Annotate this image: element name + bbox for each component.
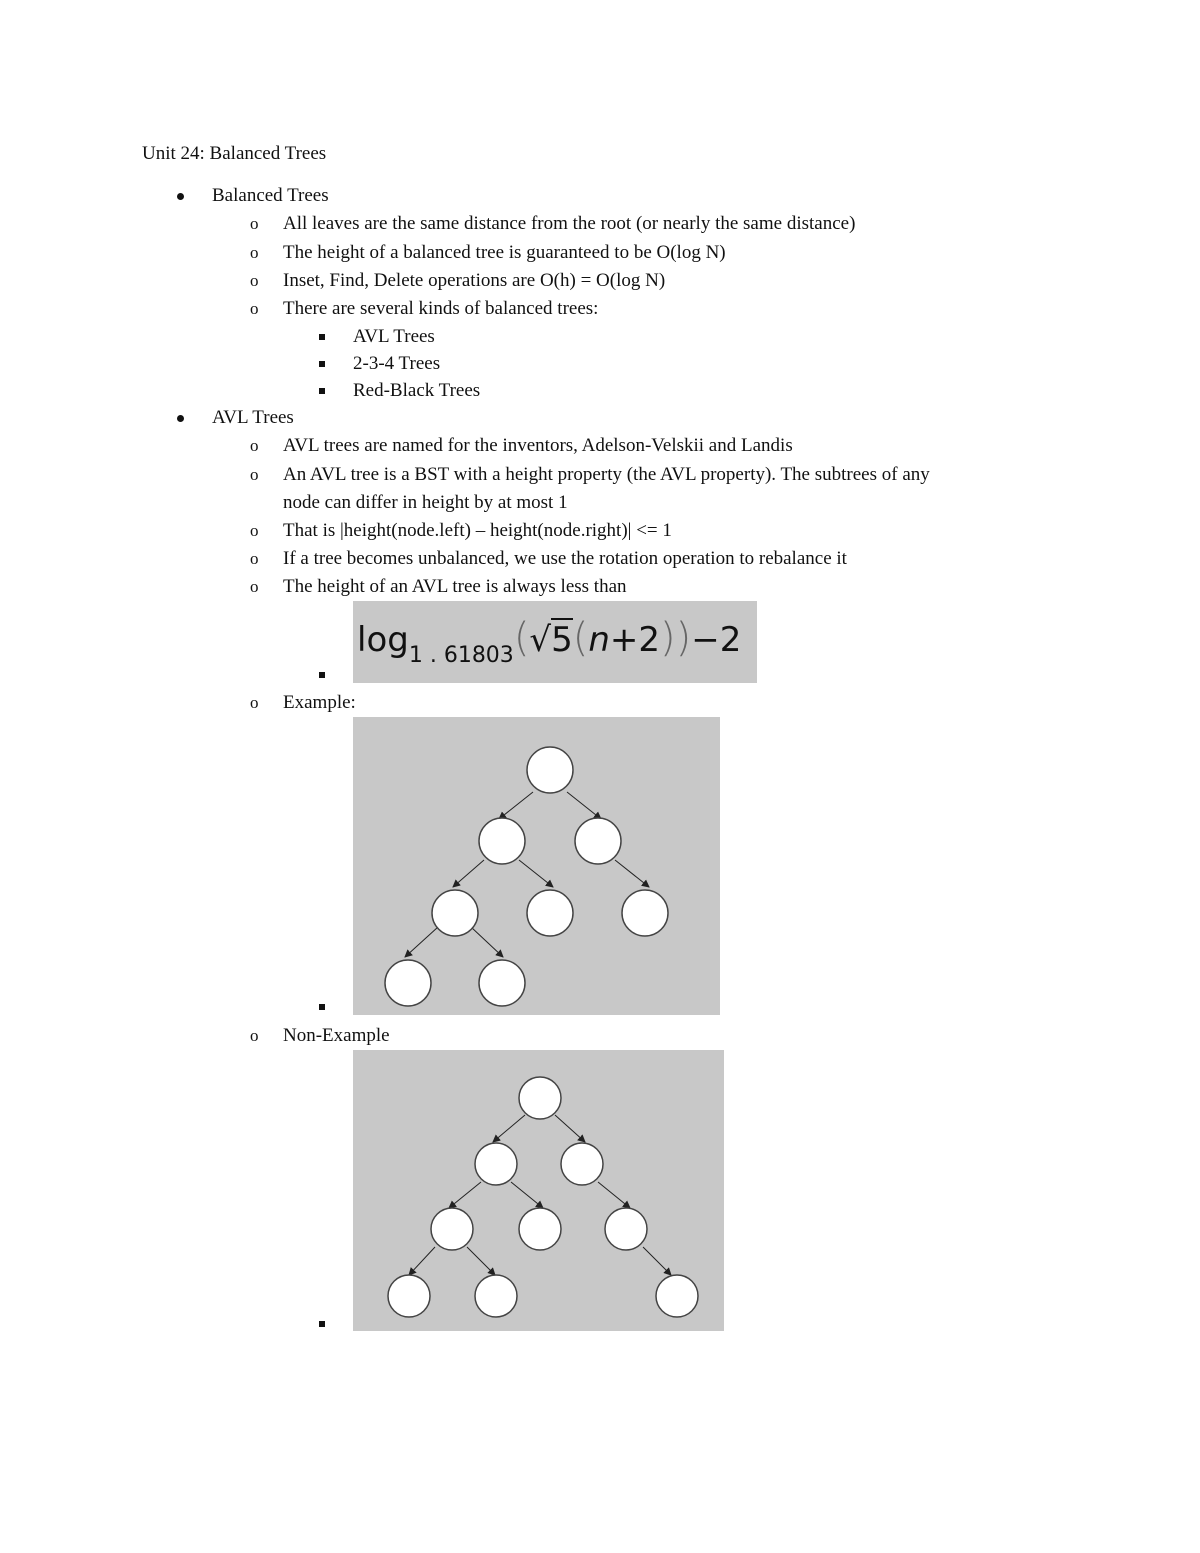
formula-paren: (	[513, 615, 530, 661]
formula-sqrt-sign: √	[529, 620, 552, 660]
nonexample-label: Non-Example	[283, 1025, 390, 1046]
bullet-circle: o	[250, 271, 259, 290]
formula-radicand: 5	[551, 620, 573, 660]
list-item: AVL trees are named for the inventors, Adelson-Velskii and Landis	[283, 435, 793, 456]
formula-image	[353, 601, 757, 683]
formula-paren: ))	[660, 615, 692, 661]
tree-node	[479, 960, 525, 1006]
tree-edge	[493, 1115, 525, 1142]
bullet-square	[319, 672, 325, 678]
tree-edge	[467, 1247, 495, 1275]
formula-minus: −2	[691, 620, 742, 660]
tree-node	[575, 818, 621, 864]
tree-node	[385, 960, 431, 1006]
tree-node	[475, 1275, 517, 1317]
list-item: Red-Black Trees	[353, 380, 481, 401]
tree-edge	[598, 1182, 630, 1208]
section-heading-avl-trees: AVL Trees	[212, 407, 294, 428]
tree-edge	[499, 792, 533, 819]
formula-variable: n	[588, 620, 610, 660]
formula-log: log	[357, 620, 409, 660]
bullet-dot	[177, 415, 184, 422]
nonexample-tree-diagram	[353, 1050, 724, 1331]
bullet-square	[319, 334, 325, 340]
formula-plus: +2	[609, 620, 661, 660]
nonexample-tree-image	[353, 1050, 724, 1331]
bullet-square	[319, 1321, 325, 1327]
tree-node	[656, 1275, 698, 1317]
bullet-circle: o	[250, 577, 259, 596]
bullet-circle: o	[250, 521, 259, 540]
tree-edge	[519, 860, 553, 887]
tree-edge	[405, 927, 438, 957]
example-label: Example:	[283, 692, 356, 713]
bullet-circle: o	[250, 299, 259, 318]
tree-edge	[471, 927, 503, 957]
list-item: All leaves are the same distance from the root (or nearly the same distance)	[283, 213, 856, 234]
bullet-circle: o	[250, 549, 259, 568]
tree-node	[475, 1143, 517, 1185]
tree-node	[479, 818, 525, 864]
list-item: The height of an AVL tree is always less than	[283, 576, 627, 597]
bullet-circle: o	[250, 436, 259, 455]
list-item: That is |height(node.left) – height(node.right)| <= 1	[283, 520, 672, 541]
section-heading-balanced-trees: Balanced Trees	[212, 185, 329, 206]
tree-edge	[643, 1247, 671, 1275]
tree-node	[622, 890, 668, 936]
formula-base: 1 . 61803	[408, 643, 514, 668]
list-item: Inset, Find, Delete operations are O(h) = O(log N)	[283, 270, 666, 291]
bullet-circle: o	[250, 1026, 259, 1045]
bullet-square	[319, 388, 325, 394]
tree-node	[431, 1208, 473, 1250]
tree-node	[561, 1143, 603, 1185]
tree-node	[519, 1077, 561, 1119]
tree-edge	[555, 1115, 585, 1142]
tree-edge	[453, 860, 484, 887]
list-item: If a tree becomes unbalanced, we use the rotation operation to rebalance it	[283, 548, 847, 569]
tree-node	[527, 890, 573, 936]
example-tree-diagram	[353, 717, 720, 1015]
tree-node	[605, 1208, 647, 1250]
bullet-circle: o	[250, 214, 259, 233]
bullet-circle: o	[250, 465, 259, 484]
tree-node	[527, 747, 573, 793]
tree-edge	[511, 1182, 543, 1208]
bullet-square	[319, 361, 325, 367]
list-item-continuation: node can differ in height by at most 1	[283, 492, 568, 513]
list-item: An AVL tree is a BST with a height property (the AVL property). The subtrees of any	[283, 464, 930, 485]
tree-node	[388, 1275, 430, 1317]
list-item: 2-3-4 Trees	[353, 353, 441, 374]
tree-node	[432, 890, 478, 936]
formula	[357, 615, 742, 668]
bullet-circle: o	[250, 243, 259, 262]
tree-edge	[615, 860, 649, 887]
example-tree-image	[353, 717, 720, 1015]
list-item: There are several kinds of balanced trees:	[283, 298, 599, 319]
tree-edge	[409, 1247, 435, 1275]
bullet-circle: o	[250, 693, 259, 712]
formula-paren: (	[572, 615, 589, 661]
list-item: AVL Trees	[353, 326, 435, 347]
bullet-dot	[177, 193, 184, 200]
page-title: Unit 24: Balanced Trees	[142, 143, 327, 164]
bullet-square	[319, 1004, 325, 1010]
list-item: The height of a balanced tree is guaranteed to be O(log N)	[283, 242, 726, 263]
tree-edge	[567, 792, 601, 819]
tree-node	[519, 1208, 561, 1250]
tree-edge	[449, 1182, 481, 1208]
